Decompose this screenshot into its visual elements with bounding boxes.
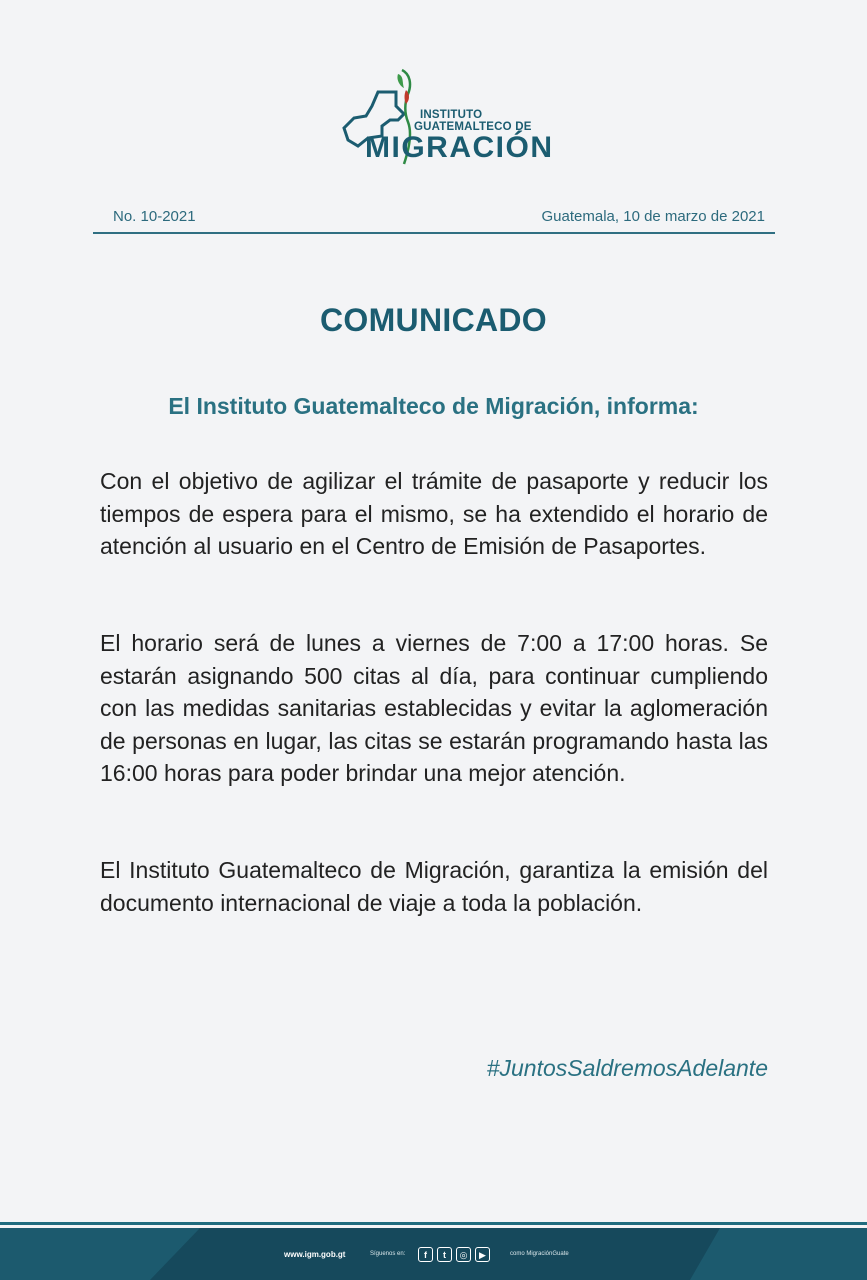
igm-logo <box>338 66 554 172</box>
document-date: Guatemala, 10 de marzo de 2021 <box>541 208 765 225</box>
paragraph-1: Con el objetivo de agilizar el trámite de pasaporte y reducir los tiempos de espera para el mismo, se ha extendido el horario de atención al usuario en el Centro de Emisión de Pasaportes. <box>100 468 768 559</box>
footer-follow-label: Síguenos en: <box>370 1251 406 1257</box>
footer-website[interactable]: www.igm.gob.gt <box>284 1250 346 1259</box>
logo-line-2: GUATEMALTECO DE <box>414 121 532 133</box>
facebook-icon[interactable]: f <box>418 1247 433 1262</box>
instagram-icon[interactable]: ◎ <box>456 1247 471 1262</box>
paragraph-2: El horario será de lunes a viernes de 7:00 a 17:00 horas. Se estarán asignando 500 citas al día, para continuar cumpliendo con las medidas sanitarias establecidas y evitar la aglomeración de personas en lugar, las citas se estarán programando hasta las 16:00 horas para poder brindar una mejor atención. <box>100 630 768 786</box>
paragraph-3: El Instituto Guatemalteco de Migración, garantiza la emisión del documento internacional de viaje a toda la población. <box>100 857 768 916</box>
social-icons <box>418 1247 490 1262</box>
twitter-icon[interactable]: t <box>437 1247 452 1262</box>
hashtag: #JuntosSaldremosAdelante <box>486 1055 768 1081</box>
document-number: No. 10-2021 <box>113 208 196 225</box>
document-meta-row <box>93 208 775 234</box>
youtube-icon[interactable]: ▶ <box>475 1247 490 1262</box>
page-title: COMUNICADO <box>320 302 547 338</box>
logo-line-3: MIGRACIÓN <box>365 131 554 164</box>
logo-line-1: INSTITUTO <box>420 109 483 121</box>
page-subtitle: El Instituto Guatemalteco de Migración, informa: <box>168 393 699 419</box>
footer-bar <box>0 1222 867 1280</box>
footer-handle: como MigraciónGuate <box>510 1251 569 1257</box>
